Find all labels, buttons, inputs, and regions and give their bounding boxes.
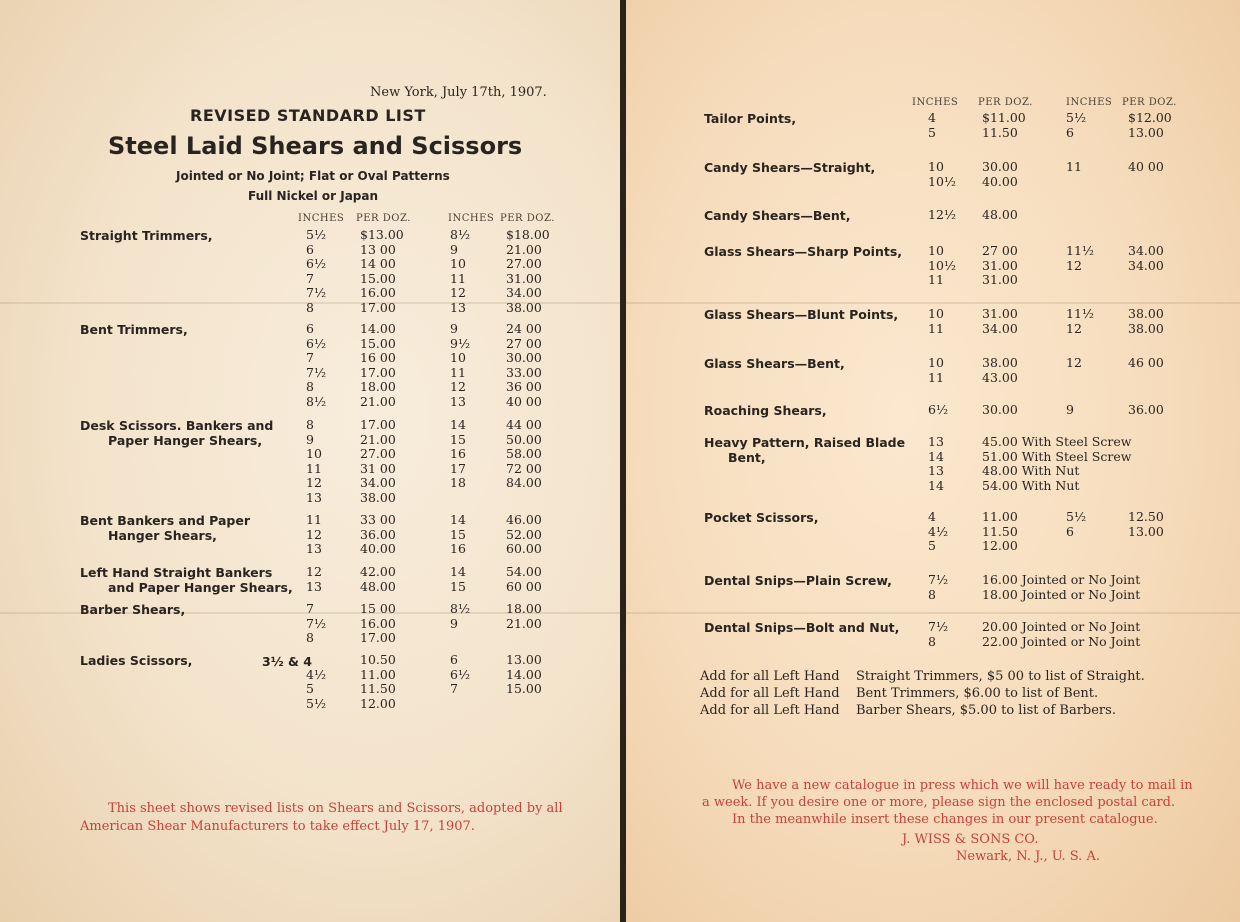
price-per-doz: 31 00: [360, 460, 396, 476]
price-per-doz: 52.00: [506, 526, 542, 542]
price-per-doz: $11.00: [982, 110, 1026, 125]
price-per-doz: 11.50: [360, 681, 396, 696]
price-per-doz: 24 00: [506, 321, 542, 336]
size-inches: 15: [450, 526, 466, 542]
category-name: Straight Trimmers,: [80, 228, 213, 243]
price-per-doz: 36.00: [1128, 402, 1164, 417]
size-inches: 7: [306, 350, 314, 365]
size-inches: 12: [450, 379, 466, 394]
size-inches: 5½: [306, 227, 327, 242]
price-per-doz: 42.00: [360, 564, 396, 579]
size-inches: 12: [306, 475, 322, 490]
size-inches: 4: [928, 110, 936, 125]
price-per-doz: 18.00 Jointed or No Joint: [982, 586, 1141, 602]
size-inches: 14: [450, 512, 466, 527]
price-per-doz: 58.00: [506, 446, 542, 461]
size-inches: 9: [450, 321, 458, 336]
price-per-doz: 38.00: [360, 489, 396, 505]
size-inches: 5½: [1066, 509, 1087, 524]
size-inches: 8½: [306, 393, 327, 409]
price-per-doz: 15.00: [360, 270, 396, 286]
price-per-doz: 27.00: [506, 256, 542, 271]
price-per-doz: $18.00: [506, 227, 550, 242]
price-per-doz: 31.00: [982, 257, 1018, 273]
price-per-doz: 22.00 Jointed or No Joint: [982, 633, 1141, 649]
size-inches: 14: [450, 417, 466, 432]
size-inches: 11½: [1066, 243, 1095, 258]
size-inches: 7½: [928, 572, 949, 587]
price-per-doz: 21.00: [506, 615, 542, 631]
price-per-doz: 15 00: [360, 601, 396, 616]
size-inches: 6: [1066, 124, 1074, 140]
price-per-doz: 14.00: [360, 321, 396, 336]
note-text: Bent Trimmers, $6.00 to list of Bent.: [856, 686, 1099, 701]
price-per-doz: 13.00: [506, 652, 542, 667]
date-line: New York, July 17th, 1907.: [370, 85, 547, 100]
size-inches: 11: [928, 272, 944, 287]
size-inches: 12: [306, 564, 322, 579]
size-inches: 8: [306, 417, 314, 432]
size-inches: 7: [306, 601, 314, 616]
size-inches: 10½: [928, 173, 957, 189]
size-inches: 6: [450, 652, 458, 667]
size-inches: 11: [306, 512, 322, 527]
note-text: Straight Trimmers, $5 00 to list of Straight.: [856, 669, 1145, 684]
price-per-doz: 40.00: [360, 541, 396, 556]
size-inches: 10: [450, 350, 466, 365]
price-per-doz: 48.00 With Nut: [982, 463, 1080, 478]
size-inches: 13: [306, 578, 322, 594]
category-name: Bent Bankers and Paper: [80, 513, 250, 528]
price-per-doz: 11.00: [982, 509, 1018, 524]
size-inches: 12: [1066, 355, 1082, 370]
size-inches: 11: [928, 369, 944, 385]
price-per-doz: 16.00: [360, 285, 396, 300]
category-name: Candy Shears—Bent,: [704, 208, 851, 223]
size-inches: 14: [928, 477, 944, 493]
ladies-size-range: 3½ & 4: [262, 654, 312, 669]
size-inches: 18: [450, 475, 466, 490]
category-name: Glass Shears—Blunt Points,: [704, 307, 899, 322]
category-name: Pocket Scissors,: [704, 510, 819, 525]
footer-note-line: American Shear Manufacturers to take effect July 17, 1907.: [80, 819, 475, 834]
size-inches: 5: [928, 538, 936, 553]
price-per-doz: 27.00: [360, 446, 396, 461]
size-inches: 7½: [306, 364, 327, 380]
col-header-per-doz: PER DOZ.: [356, 213, 411, 224]
size-inches: 10: [928, 355, 944, 370]
price-per-doz: 12.00: [360, 695, 396, 711]
price-per-doz: 34.00: [982, 320, 1018, 336]
size-inches: 12: [450, 285, 466, 300]
size-inches: 17: [450, 460, 466, 476]
price-per-doz: 10.50: [360, 652, 396, 667]
size-inches: 16: [450, 541, 466, 556]
price-per-doz: 13 00: [360, 241, 396, 257]
size-inches: 8: [928, 633, 936, 649]
size-inches: 13: [450, 299, 466, 315]
size-inches: 12: [1066, 257, 1082, 273]
size-inches: 10: [928, 159, 944, 174]
size-inches: 11: [450, 270, 466, 286]
price-per-doz: 40 00: [1128, 159, 1164, 174]
size-inches: 6½: [306, 335, 327, 351]
price-per-doz: 13.00: [1128, 124, 1164, 140]
size-inches: 15: [450, 431, 466, 447]
note-prefix: Add for all Left Hand: [700, 669, 840, 684]
price-per-doz: 33 00: [360, 512, 396, 527]
category-name: Glass Shears—Bent,: [704, 356, 845, 371]
size-inches: 8½: [450, 601, 471, 616]
col-header-per-doz: PER DOZ.: [500, 213, 555, 224]
price-per-doz: 15.00: [360, 335, 396, 351]
price-per-doz: $13.00: [360, 227, 404, 242]
price-per-doz: 17.00: [360, 299, 396, 315]
price-per-doz: $12.00: [1128, 110, 1172, 125]
size-inches: 6: [306, 321, 314, 336]
size-inches: 14: [450, 564, 466, 579]
price-per-doz: 48.00: [360, 578, 396, 594]
price-per-doz: 36.00: [360, 526, 396, 542]
subtitle-finish: Full Nickel or Japan: [248, 189, 379, 203]
price-per-doz: 34.00: [360, 475, 396, 490]
price-per-doz: 46 00: [1128, 355, 1164, 370]
category-name: Barber Shears,: [80, 602, 186, 617]
size-inches: 16: [450, 446, 466, 461]
price-per-doz: 17.00: [360, 417, 396, 432]
price-per-doz: 51.00 With Steel Screw: [982, 448, 1132, 464]
subtitle-patterns: Jointed or No Joint; Flat or Oval Patterns: [176, 169, 450, 183]
price-per-doz: 11.50: [982, 124, 1018, 140]
category-name: Heavy Pattern, Raised Blade: [704, 435, 906, 450]
category-name: Desk Scissors. Bankers and: [80, 418, 274, 433]
size-inches: 10: [928, 243, 944, 258]
size-inches: 5½: [1066, 110, 1087, 125]
size-inches: 4: [928, 509, 936, 524]
price-per-doz: 34.00: [1128, 257, 1164, 273]
price-per-doz: 40.00: [982, 173, 1018, 189]
price-per-doz: 44 00: [506, 417, 542, 432]
size-inches: 8: [306, 379, 314, 394]
category-name: Dental Snips—Bolt and Nut,: [704, 620, 900, 635]
size-inches: 15: [450, 578, 466, 594]
category-name: Bent,: [728, 450, 766, 465]
size-inches: 7½: [928, 619, 949, 634]
size-inches: 5: [306, 681, 314, 696]
col-header-per-doz: PER DOZ.: [1122, 97, 1177, 108]
category-name: Glass Shears—Sharp Points,: [704, 244, 903, 259]
size-inches: 7: [306, 270, 314, 286]
price-per-doz: 16.00: [360, 615, 396, 631]
footer-note-line: This sheet shows revised lists on Shears and Scissors, adopted by all: [108, 801, 563, 816]
price-per-doz: 60 00: [506, 578, 542, 594]
category-name: Ladies Scissors,: [80, 653, 193, 668]
size-inches: 10: [306, 446, 322, 461]
price-per-doz: 31.00: [982, 272, 1018, 287]
category-name: Left Hand Straight Bankers: [80, 565, 273, 580]
price-per-doz: 21.00: [506, 241, 542, 257]
price-per-doz: 20.00 Jointed or No Joint: [982, 619, 1141, 634]
price-per-doz: 16.00 Jointed or No Joint: [982, 572, 1141, 587]
size-inches: 12½: [928, 207, 957, 222]
catalogue-notice-line: In the meanwhile insert these changes in our present catalogue.: [732, 812, 1158, 827]
size-inches: 8: [306, 299, 314, 315]
category-name: Candy Shears—Straight,: [704, 160, 876, 175]
price-per-doz: 34.00: [1128, 243, 1164, 258]
note-prefix: Add for all Left Hand: [700, 686, 840, 701]
category-name: Dental Snips—Plain Screw,: [704, 573, 892, 588]
price-per-doz: 21.00: [360, 393, 396, 409]
price-per-doz: 18.00: [506, 601, 542, 616]
size-inches: 9: [306, 431, 314, 447]
size-inches: 5: [928, 124, 936, 140]
size-inches: 9: [450, 615, 458, 631]
size-inches: 7½: [306, 615, 327, 631]
price-per-doz: 30.00: [982, 159, 1018, 174]
col-header-inches: INCHES: [298, 213, 345, 224]
price-per-doz: 17.00: [360, 364, 396, 380]
col-header-inches: INCHES: [912, 97, 959, 108]
price-per-doz: 36 00: [506, 379, 542, 394]
right-page: [626, 0, 1240, 922]
size-inches: 9: [450, 241, 458, 257]
price-per-doz: 43.00: [982, 369, 1018, 385]
category-name: Roaching Shears,: [704, 403, 827, 418]
size-inches: 10½: [928, 257, 957, 273]
size-inches: 13: [306, 541, 322, 556]
price-per-doz: 38.00: [982, 355, 1018, 370]
price-per-doz: 50.00: [506, 431, 542, 447]
price-per-doz: 18.00: [360, 379, 396, 394]
price-per-doz: 14.00: [506, 666, 542, 682]
size-inches: 4½: [928, 523, 949, 539]
price-per-doz: 40 00: [506, 393, 542, 409]
price-per-doz: 38.00: [1128, 320, 1164, 336]
size-inches: 13: [306, 489, 322, 505]
price-per-doz: 14 00: [360, 256, 396, 271]
price-per-doz: 30.00: [982, 402, 1018, 417]
price-per-doz: 21.00: [360, 431, 396, 447]
price-per-doz: 84.00: [506, 475, 542, 490]
category-name: Tailor Points,: [704, 111, 797, 126]
size-inches: 5½: [306, 695, 327, 711]
price-per-doz: 31.00: [506, 270, 542, 286]
price-per-doz: 45.00 With Steel Screw: [982, 434, 1132, 449]
size-inches: 12: [306, 526, 322, 542]
price-per-doz: 12.00: [982, 538, 1018, 553]
size-inches: 6: [1066, 523, 1074, 539]
price-per-doz: 72 00: [506, 460, 542, 476]
size-inches: 4½: [306, 666, 327, 682]
col-header-per-doz: PER DOZ.: [978, 97, 1033, 108]
size-inches: 11: [928, 320, 944, 336]
size-inches: 12: [1066, 320, 1082, 336]
note-prefix: Add for all Left Hand: [700, 703, 840, 718]
size-inches: 11: [450, 364, 466, 380]
price-per-doz: 15.00: [506, 681, 542, 696]
category-name: and Paper Hanger Shears,: [108, 580, 293, 595]
price-per-doz: 31.00: [982, 306, 1018, 321]
price-per-doz: 17.00: [360, 630, 396, 645]
col-header-inches: INCHES: [1066, 97, 1113, 108]
size-inches: 6½: [928, 402, 949, 417]
size-inches: 10: [450, 256, 466, 271]
price-per-doz: 12.50: [1128, 509, 1164, 524]
fold-line: [626, 612, 1240, 614]
size-inches: 10: [928, 306, 944, 321]
price-per-doz: 27 00: [506, 335, 542, 351]
size-inches: 11: [306, 460, 322, 476]
list-heading: REVISED STANDARD LIST: [190, 106, 426, 125]
price-per-doz: 54.00 With Nut: [982, 477, 1080, 493]
size-inches: 6½: [306, 256, 327, 271]
price-per-doz: 27 00: [982, 243, 1018, 258]
price-per-doz: 30.00: [506, 350, 542, 365]
price-per-doz: 13.00: [1128, 523, 1164, 539]
page-title: Steel Laid Shears and Scissors: [108, 132, 523, 160]
size-inches: 13: [450, 393, 466, 409]
size-inches: 9: [1066, 402, 1074, 417]
col-header-inches: INCHES: [448, 213, 495, 224]
price-per-doz: 54.00: [506, 564, 542, 579]
price-per-doz: 46.00: [506, 512, 542, 527]
note-text: Barber Shears, $5.00 to list of Barbers.: [856, 703, 1116, 718]
size-inches: 11: [1066, 159, 1082, 174]
company-name: J. WISS & SONS CO.: [902, 832, 1039, 847]
price-per-doz: 38.00: [506, 299, 542, 315]
size-inches: 13: [928, 434, 944, 449]
catalogue-notice-line: a week. If you desire one or more, please sign the enclosed postal card.: [702, 795, 1176, 810]
category-name: Bent Trimmers,: [80, 322, 188, 337]
price-per-doz: 16 00: [360, 350, 396, 365]
catalogue-notice-line: We have a new catalogue in press which we will have ready to mail in: [732, 778, 1193, 793]
price-per-doz: 11.50: [982, 523, 1018, 539]
price-per-doz: 11.00: [360, 666, 396, 682]
size-inches: 14: [928, 448, 944, 464]
size-inches: 8: [928, 586, 936, 602]
price-per-doz: 60.00: [506, 541, 542, 556]
size-inches: 7: [450, 681, 458, 696]
size-inches: 6½: [450, 666, 471, 682]
fold-line: [626, 302, 1240, 304]
size-inches: 11½: [1066, 306, 1095, 321]
size-inches: 13: [928, 463, 944, 478]
category-name: Hanger Shears,: [108, 528, 217, 543]
company-address: Newark, N. J., U. S. A.: [956, 849, 1100, 864]
category-name: Paper Hanger Shears,: [108, 433, 263, 448]
price-per-doz: 38.00: [1128, 306, 1164, 321]
size-inches: 7½: [306, 285, 327, 300]
price-per-doz: 33.00: [506, 364, 542, 380]
size-inches: 8: [306, 630, 314, 645]
size-inches: 6: [306, 241, 314, 257]
size-inches: 8½: [450, 227, 471, 242]
price-per-doz: 34.00: [506, 285, 542, 300]
price-per-doz: 48.00: [982, 207, 1018, 222]
size-inches: 9½: [450, 335, 471, 351]
